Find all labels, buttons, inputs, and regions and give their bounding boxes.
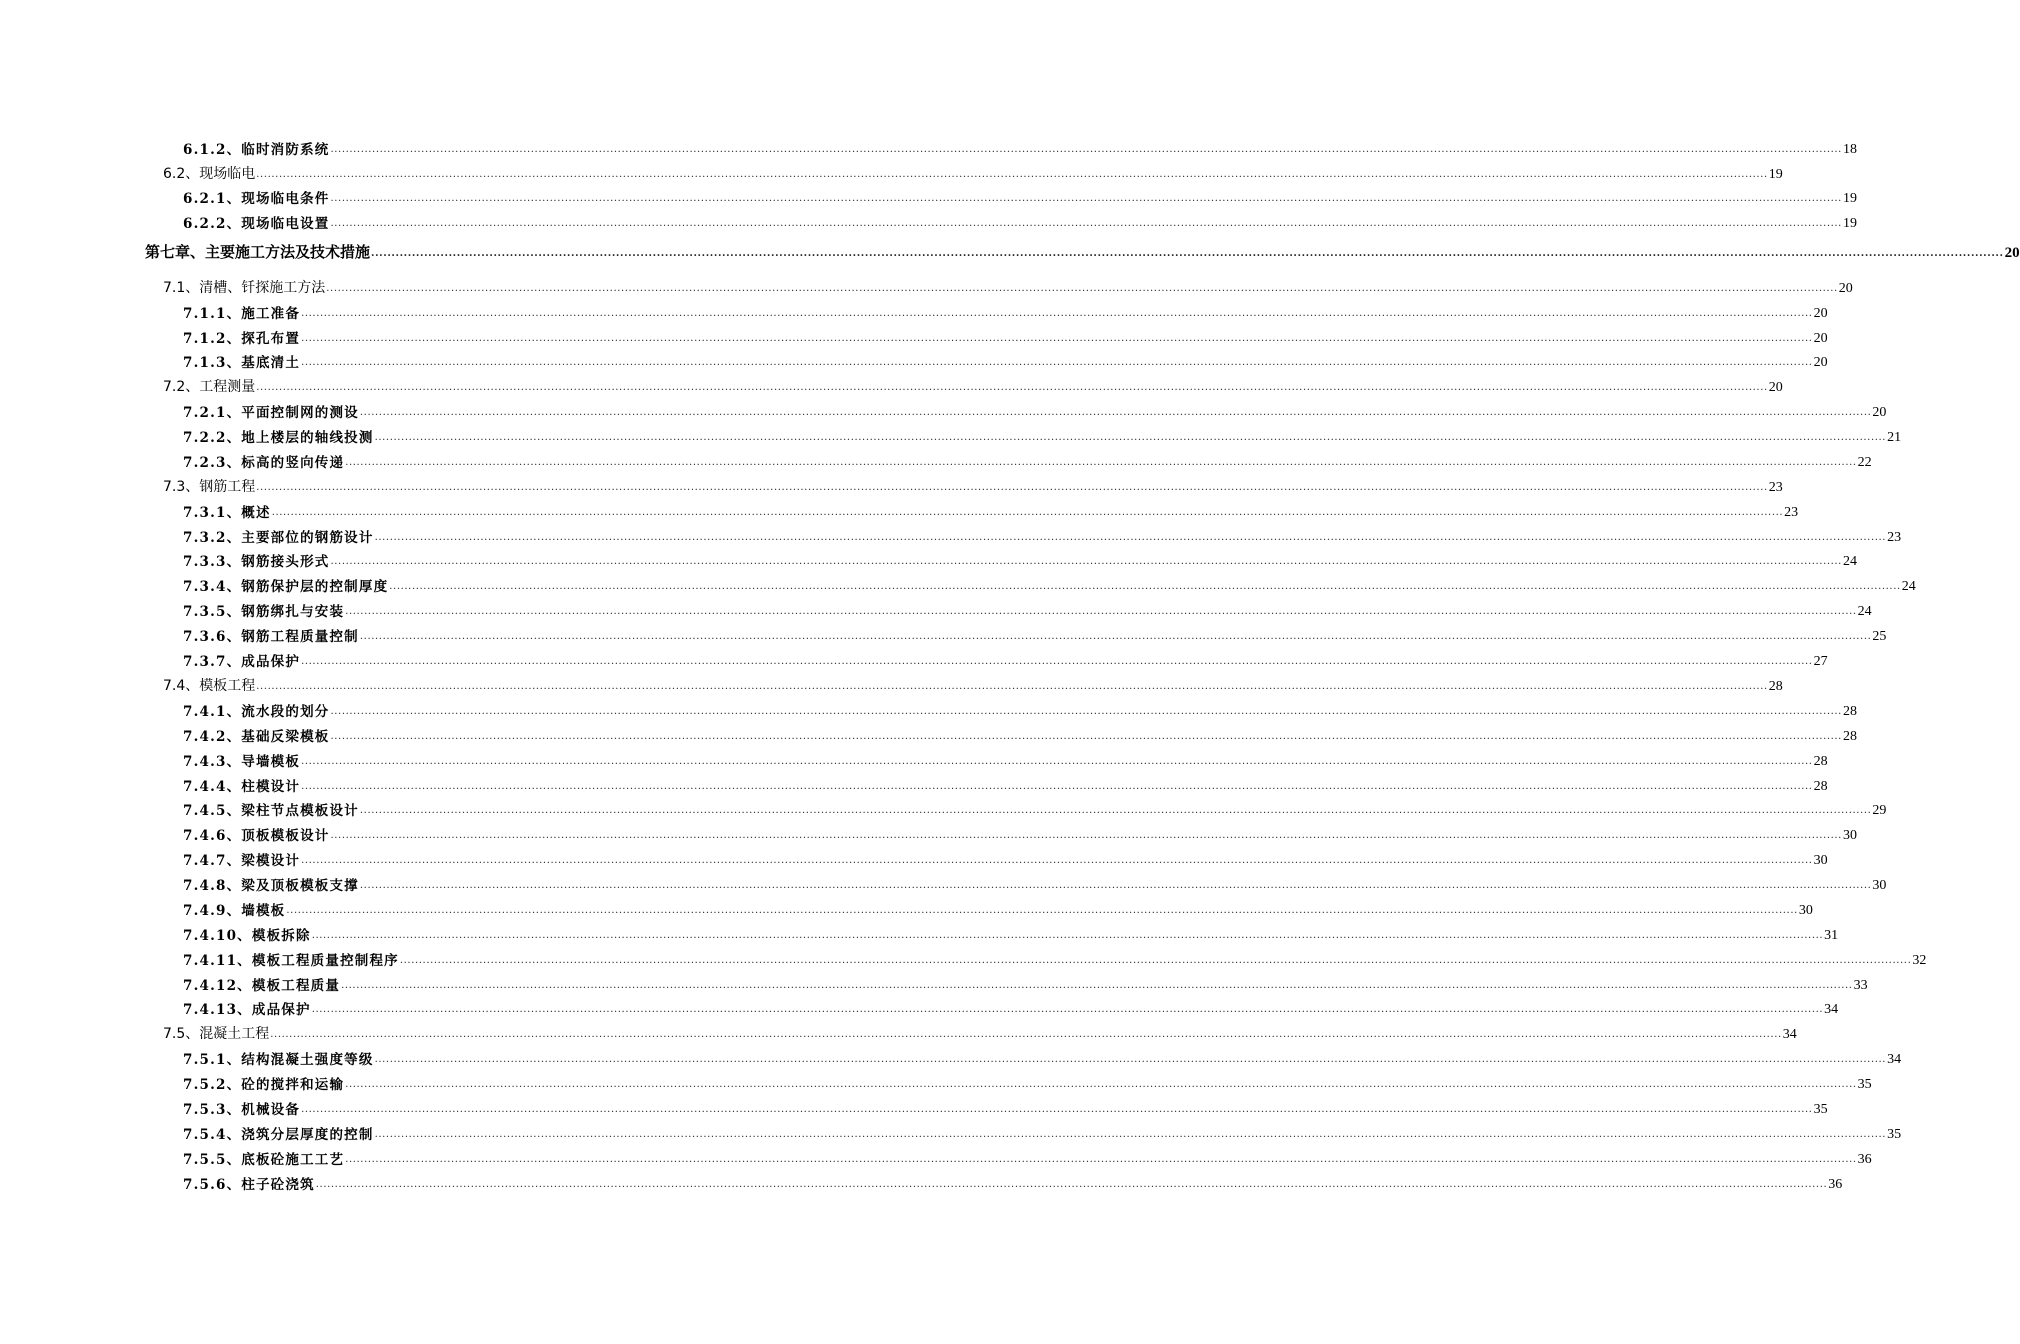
toc-entry-title: 7.3.4、钢筋保护层的控制厚度 — [183, 579, 389, 595]
toc-entry-page-number: 23 — [1768, 480, 1783, 495]
toc-entry[interactable] — [183, 136, 1857, 158]
toc-dot-leader: ................................................................................................................................................................................................................................................................................................................................................................................................................ — [345, 1079, 1857, 1090]
toc-dot-leader: ................................................................................................................................................................................................................................................................................................................................................................................................................ — [256, 681, 1768, 692]
toc-dot-leader: ................................................................................................................................................................................................................................................................................................................................................................................................................ — [359, 880, 1872, 891]
toc-entry[interactable] — [183, 210, 1857, 232]
toc-entry[interactable] — [163, 275, 1853, 297]
toc-entry-page-number: 36 — [1857, 1152, 1872, 1167]
toc-dot-leader: ................................................................................................................................................................................................................................................................................................................................................................................................................ — [330, 706, 1842, 717]
toc-entry-title: 6.1.2、临时消防系统 — [183, 142, 330, 158]
toc-entry-page-number: 20 — [2004, 245, 2020, 261]
toc-entry[interactable] — [183, 922, 1839, 944]
toc-entry-page-number: 28 — [1842, 729, 1857, 744]
toc-entry[interactable] — [183, 947, 1927, 969]
toc-entry-title: 7.4.4、柱模设计 — [183, 779, 301, 795]
toc-entry[interactable] — [183, 1096, 1828, 1118]
toc-entry[interactable] — [183, 872, 1887, 894]
toc-dot-leader: ................................................................................................................................................................................................................................................................................................................................................................................................................ — [301, 781, 1813, 792]
toc-entry-page-number: 28 — [1768, 679, 1783, 694]
toc-entry-page-number: 27 — [1813, 654, 1828, 669]
toc-entry-title: 7.3.1、概述 — [183, 505, 271, 521]
toc-entry-page-number: 20 — [1768, 380, 1783, 395]
toc-entry-page-number: 34 — [1824, 1002, 1839, 1017]
toc-dot-leader: ................................................................................................................................................................................................................................................................................................................................................................................................................ — [330, 144, 1842, 155]
toc-entry-page-number: 33 — [1853, 978, 1868, 993]
toc-entry[interactable] — [163, 1021, 1797, 1043]
toc-entry-page-number: 35 — [1857, 1077, 1872, 1092]
toc-dot-leader: ................................................................................................................................................................................................................................................................................................................................................................................................................ — [301, 308, 1813, 319]
toc-entry[interactable] — [183, 499, 1799, 521]
toc-dot-leader: ................................................................................................................................................................................................................................................................................................................................................................................................................ — [301, 756, 1813, 767]
toc-dot-leader: ................................................................................................................................................................................................................................................................................................................................................................................................................ — [326, 283, 1838, 294]
toc-dot-leader: ................................................................................................................................................................................................................................................................................................................................................................................................................ — [330, 731, 1842, 742]
toc-entry-page-number: 30 — [1872, 878, 1887, 893]
toc-entry[interactable] — [183, 325, 1828, 347]
toc-dot-leader: ................................................................................................................................................................................................................................................................................................................................................................................................................ — [374, 1129, 1887, 1140]
toc-entry-title: 7.5.2、砼的搅拌和运输 — [183, 1077, 345, 1093]
toc-entry-page-number: 35 — [1887, 1127, 1902, 1142]
toc-dot-leader: ................................................................................................................................................................................................................................................................................................................................................................................................................ — [374, 532, 1887, 543]
toc-entry-title: 7.1、清槽、钎探施工方法 — [163, 280, 326, 296]
toc-entry-page-number: 28 — [1813, 754, 1828, 769]
toc-dot-leader: ................................................................................................................................................................................................................................................................................................................................................................................................................ — [374, 432, 1887, 443]
toc-entry[interactable] — [183, 424, 1902, 446]
toc-entry[interactable] — [183, 972, 1868, 994]
toc-entry-title: 7.4.9、墙模板 — [183, 903, 286, 919]
toc-entry-title: 7.4.7、梁模设计 — [183, 853, 301, 869]
toc-entry-title: 7.2、工程测量 — [163, 379, 256, 395]
toc-dot-leader: ................................................................................................................................................................................................................................................................................................................................................................................................................ — [256, 482, 1768, 493]
toc-entry-title: 7.2.3、标高的竖向传递 — [183, 455, 345, 471]
toc-entry-page-number: 32 — [1912, 953, 1927, 968]
toc-dot-leader: ................................................................................................................................................................................................................................................................................................................................................................................................................ — [301, 357, 1813, 368]
toc-entry-title: 7.4.2、基础反梁模板 — [183, 729, 330, 745]
toc-entry-page-number: 30 — [1842, 828, 1857, 843]
toc-entry-page-number: 20 — [1813, 355, 1828, 370]
toc-entry[interactable] — [183, 548, 1857, 570]
toc-entry-page-number: 20 — [1813, 331, 1828, 346]
toc-entry-title: 6.2.2、现场临电设置 — [183, 216, 330, 232]
toc-dot-leader: ................................................................................................................................................................................................................................................................................................................................................................................................................ — [286, 905, 1798, 916]
toc-entry[interactable] — [145, 240, 2020, 262]
toc-entry[interactable] — [163, 673, 1783, 695]
toc-dot-leader: ................................................................................................................................................................................................................................................................................................................................................................................................................ — [311, 930, 1824, 941]
toc-dot-leader: ................................................................................................................................................................................................................................................................................................................................................................................................................ — [345, 457, 1857, 468]
toc-entry[interactable] — [183, 1146, 1872, 1168]
toc-entry[interactable] — [183, 648, 1828, 670]
toc-entry[interactable] — [183, 573, 1916, 595]
toc-entry[interactable] — [183, 996, 1839, 1018]
toc-entry-page-number: 23 — [1784, 505, 1799, 520]
toc-entry-title: 7.5.1、结构混凝土强度等级 — [183, 1052, 374, 1068]
toc-dot-leader: ................................................................................................................................................................................................................................................................................................................................................................................................................ — [330, 556, 1842, 567]
toc-entry-title: 6.2、现场临电 — [163, 166, 256, 182]
toc-entry-title: 7.4.10、模板拆除 — [183, 928, 311, 944]
toc-entry-title: 7.4.12、模板工程质量 — [183, 978, 341, 994]
toc-entry-title: 第七章、主要施工方法及技术措施 — [145, 243, 371, 261]
toc-entry-page-number: 22 — [1857, 455, 1872, 470]
toc-entry-page-number: 21 — [1887, 430, 1902, 445]
toc-entry[interactable] — [183, 748, 1828, 770]
toc-entry-page-number: 30 — [1798, 903, 1813, 918]
toc-entry-title: 7.2.1、平面控制网的测设 — [183, 405, 359, 421]
toc-dot-leader: ................................................................................................................................................................................................................................................................................................................................................................................................................ — [301, 855, 1813, 866]
toc-entry-title: 7.3、钢筋工程 — [163, 479, 256, 495]
toc-entry-title: 7.4.13、成品保护 — [183, 1002, 311, 1018]
toc-dot-leader: ................................................................................................................................................................................................................................................................................................................................................................................................................ — [345, 606, 1857, 617]
toc-entry[interactable] — [183, 797, 1887, 819]
toc-entry-title: 7.1.3、基底清土 — [183, 355, 301, 371]
toc-entry[interactable] — [183, 300, 1828, 322]
toc-entry-title: 7.4.11、模板工程质量控制程序 — [183, 953, 399, 969]
toc-entry-title: 7.4、模板工程 — [163, 678, 256, 694]
toc-entry[interactable] — [183, 1046, 1902, 1068]
toc-entry-page-number: 36 — [1828, 1177, 1843, 1192]
toc-entry[interactable] — [183, 822, 1857, 844]
toc-entry-title: 7.3.7、成品保护 — [183, 654, 301, 670]
toc-entry-page-number: 20 — [1838, 281, 1853, 296]
toc-entry-title: 7.3.5、钢筋绑扎与安装 — [183, 604, 345, 620]
toc-entry-page-number: 28 — [1842, 704, 1857, 719]
toc-entry[interactable] — [163, 474, 1783, 496]
toc-entry-title: 7.3.2、主要部位的钢筋设计 — [183, 530, 374, 546]
toc-entry-page-number: 30 — [1813, 853, 1828, 868]
toc-entry[interactable] — [183, 1171, 1843, 1193]
toc-dot-leader: ................................................................................................................................................................................................................................................................................................................................................................................................................ — [311, 1004, 1824, 1015]
toc-entry-title: 7.5.5、底板砼施工工艺 — [183, 1152, 345, 1168]
toc-entry-title: 7.4.8、梁及顶板模板支撑 — [183, 878, 359, 894]
toc-dot-leader: ................................................................................................................................................................................................................................................................................................................................................................................................................ — [359, 407, 1872, 418]
toc-dot-leader: ................................................................................................................................................................................................................................................................................................................................................................................................................ — [359, 631, 1872, 642]
toc-entry[interactable] — [163, 374, 1783, 396]
toc-entry-title: 7.5.3、机械设备 — [183, 1102, 301, 1118]
toc-entry-title: 7.5.4、浇筑分层厚度的控制 — [183, 1127, 374, 1143]
toc-dot-leader: ................................................................................................................................................................................................................................................................................................................................................................................................................ — [371, 248, 2004, 259]
toc-entry-page-number: 20 — [1813, 306, 1828, 321]
toc-entry[interactable] — [183, 185, 1857, 207]
toc-entry[interactable] — [183, 847, 1828, 869]
toc-entry-page-number: 19 — [1842, 216, 1857, 231]
toc-entry[interactable] — [183, 598, 1872, 620]
toc-dot-leader: ................................................................................................................................................................................................................................................................................................................................................................................................................ — [256, 382, 1768, 393]
toc-entry[interactable] — [163, 161, 1783, 183]
toc-entry-page-number: 18 — [1842, 142, 1857, 157]
toc-dot-leader: ................................................................................................................................................................................................................................................................................................................................................................................................................ — [341, 980, 1853, 991]
toc-entry[interactable] — [183, 623, 1887, 645]
toc-entry[interactable] — [183, 897, 1813, 919]
toc-dot-leader: ................................................................................................................................................................................................................................................................................................................................................................................................................ — [374, 1054, 1887, 1065]
toc-entry-title: 7.5、混凝土工程 — [163, 1026, 270, 1042]
toc-entry-title: 7.5.6、柱子砼浇筑 — [183, 1177, 315, 1193]
toc-entry[interactable] — [183, 773, 1828, 795]
toc-dot-leader: ................................................................................................................................................................................................................................................................................................................................................................................................................ — [345, 1154, 1857, 1165]
toc-dot-leader: ................................................................................................................................................................................................................................................................................................................................................................................................................ — [270, 1029, 1782, 1040]
toc-entry-title: 7.4.1、流水段的划分 — [183, 704, 330, 720]
toc-entry-page-number: 24 — [1857, 604, 1872, 619]
toc-dot-leader: ................................................................................................................................................................................................................................................................................................................................................................................................................ — [330, 830, 1842, 841]
toc-entry[interactable] — [183, 1121, 1902, 1143]
toc-dot-leader: ................................................................................................................................................................................................................................................................................................................................................................................................................ — [315, 1179, 1828, 1190]
toc-entry-title: 7.4.3、导墙模板 — [183, 754, 301, 770]
toc-entry-page-number: 34 — [1887, 1052, 1902, 1067]
toc-dot-leader: ................................................................................................................................................................................................................................................................................................................................................................................................................ — [301, 1104, 1813, 1115]
toc-entry[interactable] — [183, 524, 1902, 546]
toc-dot-leader: ................................................................................................................................................................................................................................................................................................................................................................................................................ — [330, 218, 1842, 229]
toc-dot-leader: ................................................................................................................................................................................................................................................................................................................................................................................................................ — [256, 169, 1768, 180]
toc-dot-leader: ................................................................................................................................................................................................................................................................................................................................................................................................................ — [330, 193, 1842, 204]
toc-entry-page-number: 29 — [1872, 803, 1887, 818]
toc-entry-page-number: 24 — [1901, 579, 1916, 594]
toc-entry-page-number: 24 — [1842, 554, 1857, 569]
toc-entry-title: 7.1.2、探孔布置 — [183, 331, 301, 347]
toc-dot-leader: ................................................................................................................................................................................................................................................................................................................................................................................................................ — [359, 805, 1872, 816]
toc-entry[interactable] — [183, 698, 1857, 720]
toc-dot-leader: ................................................................................................................................................................................................................................................................................................................................................................................................................ — [399, 955, 1912, 966]
toc-dot-leader: ................................................................................................................................................................................................................................................................................................................................................................................................................ — [301, 333, 1813, 344]
toc-entry-title: 7.4.6、顶板模板设计 — [183, 828, 330, 844]
toc-entry-page-number: 25 — [1872, 629, 1887, 644]
toc-entry-page-number: 34 — [1782, 1027, 1797, 1042]
toc-entry-title: 7.3.3、钢筋接头形式 — [183, 554, 330, 570]
toc-entry-page-number: 28 — [1813, 779, 1828, 794]
toc-entry[interactable] — [183, 723, 1857, 745]
toc-entry-title: 7.3.6、钢筋工程质量控制 — [183, 629, 359, 645]
toc-entry[interactable] — [183, 399, 1887, 421]
toc-dot-leader: ................................................................................................................................................................................................................................................................................................................................................................................................................ — [271, 507, 1784, 518]
toc-entry[interactable] — [183, 449, 1872, 471]
toc-dot-leader: ................................................................................................................................................................................................................................................................................................................................................................................................................ — [301, 656, 1813, 667]
toc-entry-page-number: 19 — [1842, 191, 1857, 206]
toc-entry-page-number: 35 — [1813, 1102, 1828, 1117]
toc-entry-page-number: 23 — [1887, 530, 1902, 545]
toc-entry-page-number: 19 — [1768, 167, 1783, 182]
toc-entry-title: 6.2.1、现场临电条件 — [183, 191, 330, 207]
toc-entry-page-number: 31 — [1824, 928, 1839, 943]
toc-entry[interactable] — [183, 349, 1828, 371]
toc-entry-title: 7.1.1、施工准备 — [183, 306, 301, 322]
toc-dot-leader: ................................................................................................................................................................................................................................................................................................................................................................................................................ — [389, 581, 1901, 592]
toc-entry-page-number: 20 — [1872, 405, 1887, 420]
toc-entry-title: 7.4.5、梁柱节点模板设计 — [183, 803, 359, 819]
toc-entry-title: 7.2.2、地上楼层的轴线投测 — [183, 430, 374, 446]
toc-entry[interactable] — [183, 1071, 1872, 1093]
